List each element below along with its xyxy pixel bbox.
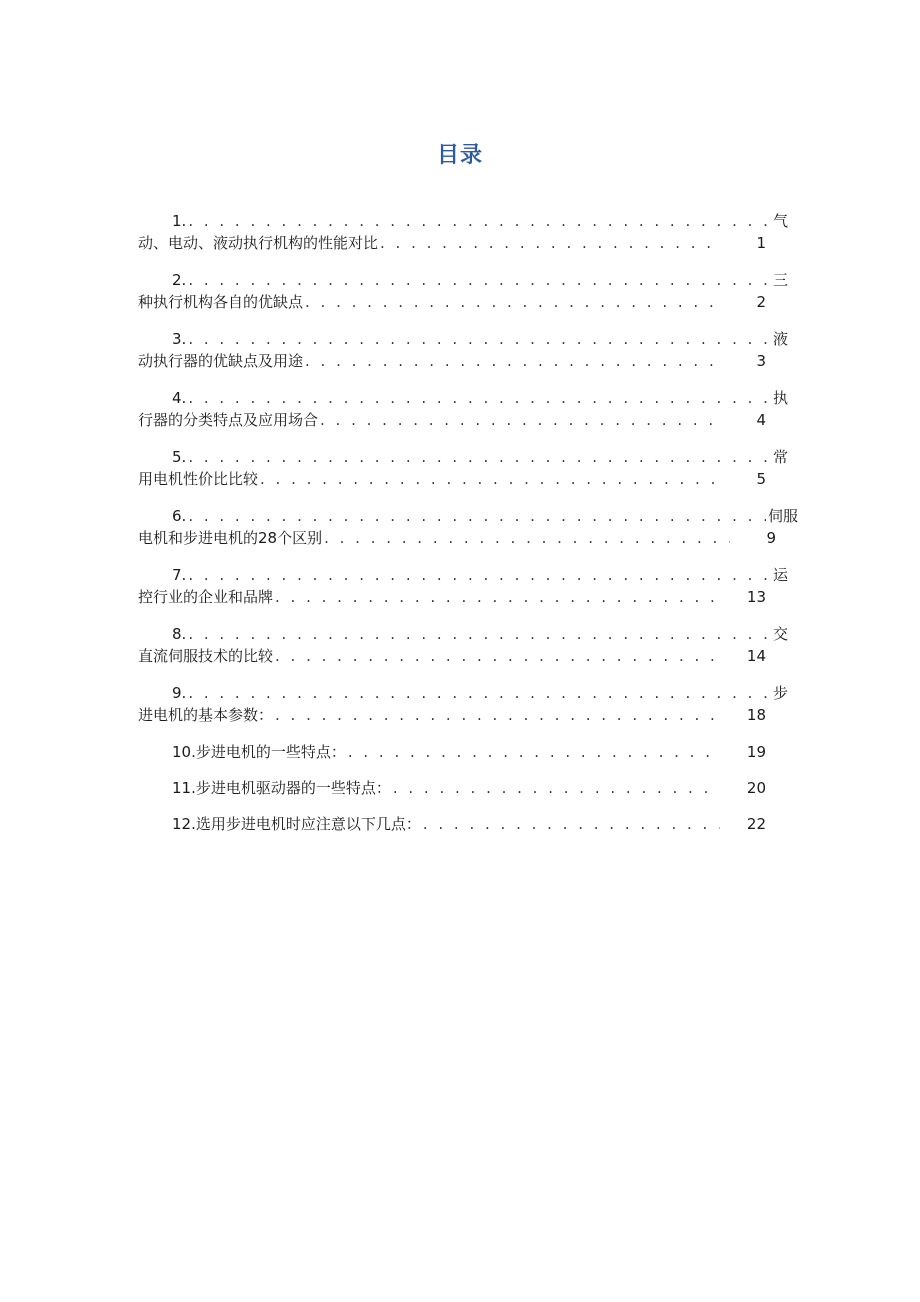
toc-entry-number: 8. <box>172 625 187 643</box>
toc-entry-page: 5 <box>756 470 766 488</box>
dot-leader <box>320 409 720 431</box>
dot-leader <box>324 527 730 549</box>
toc-entry-line-1 <box>138 210 788 232</box>
dot-leader <box>188 387 771 409</box>
toc-entry-number: 2. <box>172 271 187 289</box>
toc-entry-title-rest: 进电机的基本参数： <box>138 706 274 724</box>
toc-entry-number: 1. <box>172 212 187 230</box>
toc-entry-3[interactable] <box>138 328 788 372</box>
toc-entry-line-2 <box>138 704 788 726</box>
toc-entry-title-rest: 直流伺服技术的比较 <box>138 647 274 665</box>
toc-entry-2[interactable] <box>138 269 788 313</box>
toc-entry-4[interactable] <box>138 387 788 431</box>
toc-entry-title: 12.选用步进电机时应注意以下几点： <box>172 815 421 833</box>
dot-leader <box>275 586 720 608</box>
toc-entry-page: 22 <box>746 815 766 833</box>
dot-leader <box>188 505 766 527</box>
toc-entry-title-rest: 种执行机构各自的优缺点 <box>138 293 304 311</box>
toc-entry-page: 1 <box>756 234 766 252</box>
toc-entry-title-start: 常 <box>772 448 788 466</box>
dot-leader <box>275 645 720 667</box>
dot-leader <box>393 777 720 799</box>
toc-entry-6[interactable] <box>138 505 798 549</box>
toc-entry-1[interactable] <box>138 210 788 254</box>
dot-leader <box>188 682 771 704</box>
toc-entry-9[interactable] <box>138 682 788 726</box>
toc-entry-line-1 <box>138 387 788 409</box>
toc-entry-number: 5. <box>172 448 187 466</box>
toc-entry-number: 7. <box>172 566 187 584</box>
toc-entry-5[interactable] <box>138 446 788 490</box>
toc-entry-line-2 <box>138 291 788 313</box>
toc-entry-12[interactable] <box>138 813 788 835</box>
toc-entry-number: 4. <box>172 389 187 407</box>
toc-entry-line-2 <box>138 350 788 372</box>
toc-entry-10[interactable] <box>138 741 788 763</box>
toc-entry-line-1 <box>138 564 788 586</box>
toc-entry-title-start: 伺服 <box>767 507 798 525</box>
toc-entry-line-2 <box>138 645 788 667</box>
toc-entry-page: 14 <box>746 647 766 665</box>
dot-leader <box>348 741 720 763</box>
dot-leader <box>188 210 771 232</box>
toc-entry-title-start: 三 <box>772 271 788 289</box>
dot-leader <box>188 269 771 291</box>
toc-entry-title-start: 步 <box>772 684 788 702</box>
toc-entry-8[interactable] <box>138 623 788 667</box>
toc-entry-line-1 <box>138 682 788 704</box>
toc-entry-title-rest: 电机和步进电机的28个区别 <box>138 529 323 547</box>
toc-entry-title-start: 液 <box>772 330 788 348</box>
toc-entry-title-start: 运 <box>772 566 788 584</box>
dot-leader <box>305 291 720 313</box>
toc-entry-line <box>138 777 788 799</box>
toc-entry-title: 11.步进电机驱动器的一些特点： <box>172 779 391 797</box>
toc-entry-page: 3 <box>756 352 766 370</box>
toc-entry-page: 20 <box>746 779 766 797</box>
toc-entry-page: 9 <box>766 529 776 547</box>
toc-entry-page: 18 <box>746 706 766 724</box>
dot-leader <box>188 446 771 468</box>
toc-entry-title-start: 执 <box>772 389 788 407</box>
toc-entry-title-start: 气 <box>772 212 788 230</box>
toc-entry-page: 2 <box>756 293 766 311</box>
toc-entry-line <box>138 813 788 835</box>
toc-entry-line-1 <box>138 505 798 527</box>
toc-entry-title-rest: 用电机性价比比较 <box>138 470 259 488</box>
toc-entry-title-rest: 控行业的企业和品牌 <box>138 588 274 606</box>
toc-entry-line-2 <box>138 232 788 254</box>
toc-entry-11[interactable] <box>138 777 788 799</box>
toc-entry-line-2 <box>138 527 798 549</box>
toc-entry-number: 6. <box>172 507 187 525</box>
toc-entry-page: 19 <box>746 743 766 761</box>
toc-entry-page: 4 <box>756 411 766 429</box>
dot-leader <box>380 232 720 254</box>
toc-entry-line-1 <box>138 328 788 350</box>
toc-title: 目录 <box>436 143 483 168</box>
toc-entry-line-1 <box>138 623 788 645</box>
dot-leader <box>188 328 771 350</box>
toc-entry-line-1 <box>138 269 788 291</box>
toc-entry-title-rest: 动执行器的优缺点及用途 <box>138 352 304 370</box>
toc-entry-title: 10.步进电机的一些特点： <box>172 743 346 761</box>
dot-leader <box>260 468 720 490</box>
toc-entry-line-1 <box>138 446 788 468</box>
toc-entry-number: 9. <box>172 684 187 702</box>
toc-entry-line-2 <box>138 409 788 431</box>
toc-entry-title-rest: 行器的分类特点及应用场合 <box>138 411 319 429</box>
dot-leader <box>188 623 771 645</box>
dot-leader <box>305 350 720 372</box>
toc-entry-7[interactable] <box>138 564 788 608</box>
toc-entry-line-2 <box>138 586 788 608</box>
dot-leader <box>275 704 720 726</box>
toc-entry-number: 3. <box>172 330 187 348</box>
toc-entry-title-start: 交 <box>772 625 788 643</box>
toc-entry-line <box>138 741 788 763</box>
toc-entry-page: 13 <box>746 588 766 606</box>
toc-entry-title-rest: 动、电动、液动执行机构的性能对比 <box>138 234 379 252</box>
dot-leader <box>188 564 771 586</box>
dot-leader <box>423 813 720 835</box>
toc-entry-line-2 <box>138 468 788 490</box>
